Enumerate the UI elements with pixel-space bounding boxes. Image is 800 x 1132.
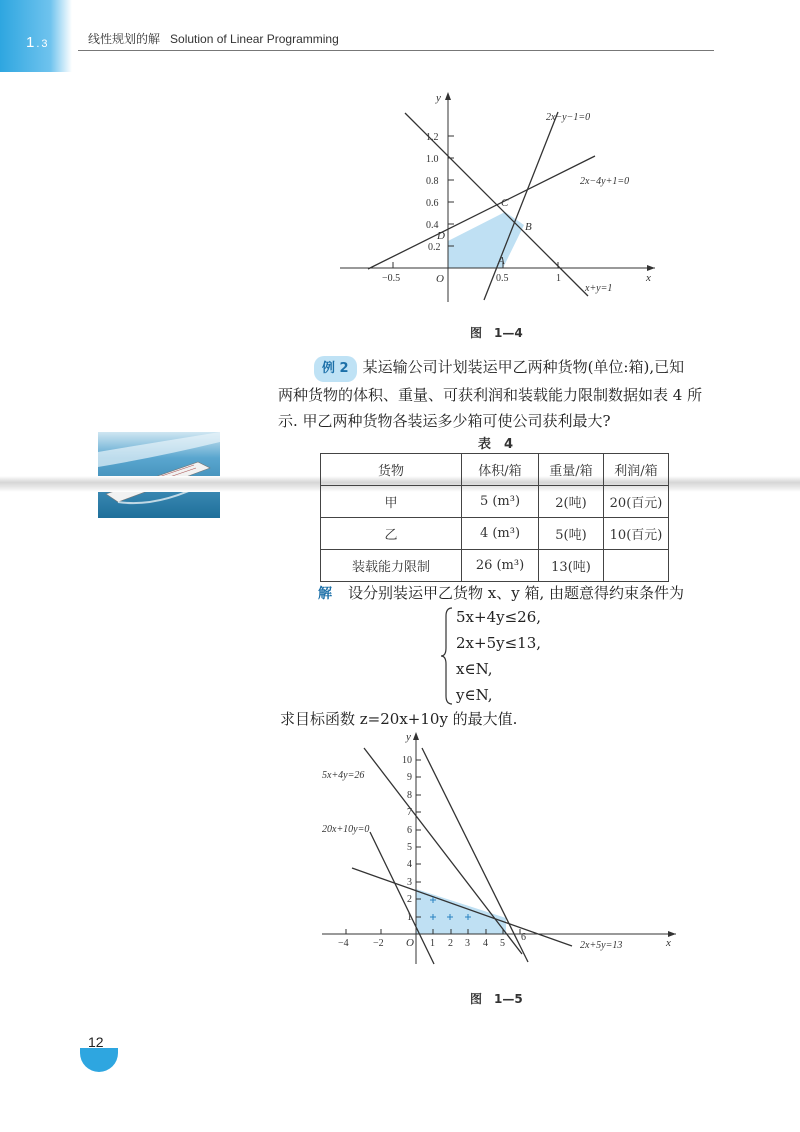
x-tick-label: 3 [465, 938, 470, 949]
table-cell: 装载能力限制 [321, 550, 462, 582]
y-tick-label: 0.8 [426, 176, 439, 187]
example-line: 某运输公司计划装运甲乙两种货物(单位:箱),已知 [362, 358, 685, 376]
y-tick-label: 5 [407, 842, 412, 853]
ship-illustration [98, 432, 220, 518]
figure-1-5-caption: 图 1—5 [470, 992, 523, 1006]
running-header [88, 30, 339, 47]
table-header-cell: 重量/箱 [539, 454, 604, 486]
example-2-text [278, 354, 718, 434]
x-tick-label: −2 [373, 938, 384, 949]
point-b-label: B [525, 221, 532, 233]
table-row [321, 486, 669, 518]
line-label-2x-4y-1: 2x−4y+1=0 [580, 176, 630, 187]
y-tick-label: 0.4 [426, 220, 439, 231]
line-label-x-y-1: x+y=1 [585, 283, 613, 294]
point-a-label: A [498, 255, 505, 267]
line-label-5x-4y: 5x+4y=26 [322, 770, 365, 781]
constraint: y∈N, [456, 686, 493, 704]
constraint: x∈N, [456, 660, 493, 678]
y-ticks [448, 136, 454, 246]
figure-1-4-plot [330, 88, 670, 308]
example-line: 两种货物的体积、重量、可获利润和装载能力限制数据如表 4 所 [278, 386, 703, 404]
point-c-label: C [501, 197, 509, 209]
table-4 [320, 453, 669, 582]
point-d-label: D [437, 230, 445, 242]
table-cell: 甲 [321, 486, 462, 518]
constraint: 5x+4y≤26, [456, 608, 542, 626]
x-tick-label: −0.5 [382, 273, 401, 284]
line-label-2x-y-1: 2x−y−1=0 [546, 112, 591, 123]
x-tick-label: 4 [483, 938, 488, 949]
line-label-2x-5y: 2x+5y=13 [580, 940, 623, 951]
y-tick-label: 0.6 [426, 198, 439, 209]
y-tick-label: 0.2 [428, 242, 441, 253]
table-cell [604, 550, 669, 582]
constraint-brace [440, 606, 454, 706]
x-tick-label: 5 [500, 938, 505, 949]
x-tick-label: 1 [430, 938, 435, 949]
y-axis-arrow [413, 732, 419, 740]
origin-label: O [436, 273, 444, 285]
solution-intro [318, 580, 684, 607]
solution-intro-text: 设分别装运甲乙货物 x、y 箱, 由题意得约束条件为 [348, 584, 685, 602]
y-tick-label: 7 [407, 807, 412, 818]
table-4-caption: 表 4 [478, 437, 514, 452]
figure-1-5-plot [312, 728, 684, 968]
x-axis-label: x [666, 937, 671, 949]
x-tick-label: 2 [448, 938, 453, 949]
y-axis-label: y [436, 92, 441, 104]
data-table [320, 453, 669, 582]
header-title-en: Solution of Linear Programming [170, 32, 339, 46]
table-cell: 20(百元) [604, 486, 669, 518]
y-tick-label: 10 [402, 755, 412, 766]
table-cell: 2(吨) [539, 486, 604, 518]
brace-icon [440, 606, 454, 706]
y-axis-arrow [445, 92, 451, 100]
header-title-cn: 线性规划的解 [88, 32, 161, 46]
table-cell: 4 (m³) [462, 518, 539, 550]
y-tick-label: 3 [407, 877, 412, 888]
y-tick-label: 2 [407, 894, 412, 905]
constraint-system [456, 604, 541, 708]
origin-label: O [406, 937, 414, 949]
section-number: 1.3 [26, 34, 50, 51]
objective-text: 求目标函数 z=20x+10y 的最大值. [280, 710, 518, 728]
table-cell: 13(吨) [539, 550, 604, 582]
table-cell: 5(吨) [539, 518, 604, 550]
x-tick-label: 0.5 [496, 273, 509, 284]
ship-photo [98, 432, 220, 518]
y-tick-label: 8 [407, 790, 412, 801]
table-row [321, 550, 669, 582]
constraint: 2x+5y≤13, [456, 634, 542, 652]
x-tick-label: −4 [338, 938, 349, 949]
figure-1-4-caption: 图 1—4 [470, 326, 523, 340]
y-tick-label: 9 [407, 772, 412, 783]
table-row [321, 518, 669, 550]
y-tick-label: 1.0 [426, 154, 439, 165]
table-cell: 5 (m³) [462, 486, 539, 518]
figure-1-5 [312, 728, 684, 968]
solution-label: 解 [318, 586, 332, 602]
table-header-cell: 体积/箱 [462, 454, 539, 486]
page-number: 12 [88, 1034, 104, 1050]
table-header-cell: 货物 [321, 454, 462, 486]
y-tick-label: 1.2 [426, 132, 439, 143]
line-label-20x-10y: 20x+10y=0 [322, 824, 370, 835]
y-tick-label: 1 [407, 912, 412, 923]
header-rule [78, 50, 714, 51]
example-badge: 例 2 [314, 356, 357, 382]
table-header-cell: 利润/箱 [604, 454, 669, 486]
x-tick-label: 6 [521, 932, 526, 943]
page-number-tab [80, 1048, 118, 1072]
y-tick-label: 4 [407, 859, 412, 870]
y-tick-label: 6 [407, 825, 412, 836]
x-axis-label: x [646, 272, 651, 284]
table-cell: 26 (m³) [462, 550, 539, 582]
x-axis-arrow [647, 265, 655, 271]
table-cell: 10(百元) [604, 518, 669, 550]
table-cell: 乙 [321, 518, 462, 550]
x-tick-label: 1 [556, 273, 561, 284]
example-line: 示. 甲乙两种货物各装运多少箱可使公司获利最大? [278, 412, 611, 430]
y-axis-label: y [406, 731, 411, 743]
table-header-row [321, 454, 669, 486]
figure-1-4 [330, 88, 670, 308]
